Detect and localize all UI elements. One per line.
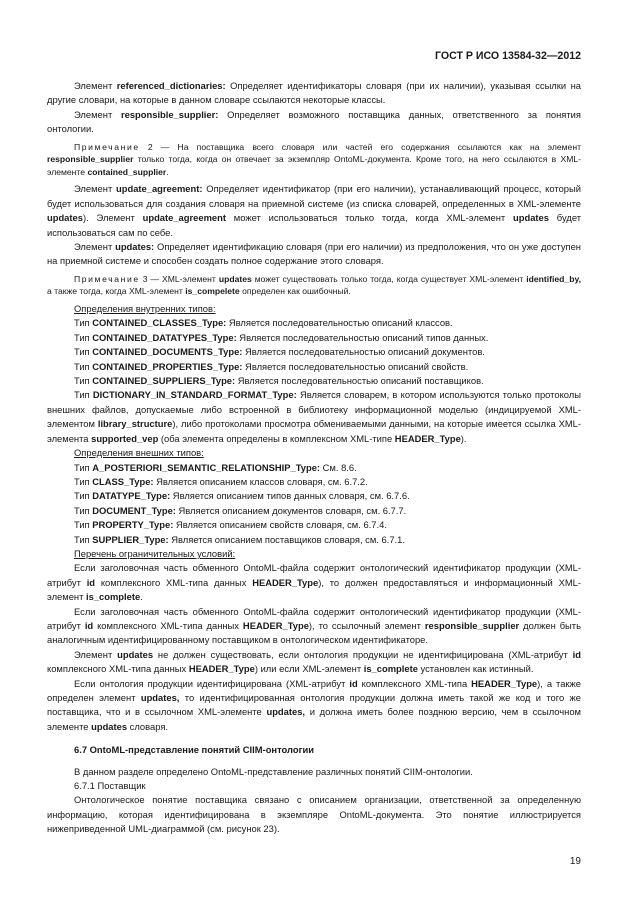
paragraph-responsible-supplier: Элемент responsible_supplier: Определяет возможного поставщика данных, ответственного за понятия онтологии. xyxy=(47,108,581,135)
list-item: Тип CONTAINED_SUPPLIERS_Type: Является последовательностью описаний поставщиков. xyxy=(74,375,484,387)
internal-types-heading: Определения внутренних типов: xyxy=(74,303,216,315)
running-header: ГОСТ Р ИСО 13584-32—2012 xyxy=(434,50,581,62)
list-item: Тип CONTAINED_PROPERTIES_Type: Является последовательностью описаний свойств. xyxy=(74,360,469,372)
list-item: Тип DATATYPE_Type: Является описанием типов данных словаря, см. 6.7.6. xyxy=(74,490,410,502)
constraints-heading: Перечень ограничительных условий: xyxy=(74,547,236,559)
subsection-heading: 6.7.1 Поставщик xyxy=(74,780,146,792)
paragraph-updates: Элемент updates: Определяет идентификацию словаря (при его наличии) из предположения, что он уже доступен на приемной системе и способен создать полное содержание этого словаря. xyxy=(47,241,581,267)
note-2: Примечание 2 — На поставщика всего словаря или частей его содержания ссылаются как на элемент responsible_supplier только тогда, когда он отвечает за экземпляр OntoML-документа. Кроме того, на него ссылаются в XML-элементе contained_supplier. xyxy=(47,141,581,177)
page-content xyxy=(47,79,581,837)
page-number: 19 xyxy=(569,856,581,867)
list-item: Тип SUPPLIER_Type: Является описанием поставщиков словаря, см. 6.7.1. xyxy=(74,533,405,545)
paragraph-update-agreement: Элемент update_agreement: Определяет идентификатор (при его наличии), устанавливающий процесс, который будет использоваться для создания словаря на приемной системе (из списка словарей, определенных в XML-элементе updates). Элемент update_agreement может использоваться только тогда, когда XML-элемент updates будет использоваться сам по себе. xyxy=(47,183,582,238)
section-intro: В данном разделе определено OntoML-представление различных понятий CIIM-онтологии. xyxy=(74,765,473,777)
list-item: Тип DOCUMENT_Type: Является описанием документов словаря, см. 6.7.7. xyxy=(74,504,407,516)
constraint-1: Если заголовочная часть обменного OntoML-файла содержит онтологический идентификатор продукции (XML-атрибут id комплексного XML-типа данных HEADER_Type), то должен предоставляться и информационный XML-элемент is_complete. xyxy=(47,562,581,603)
constraint-4: Если онтология продукции идентифицирована (XML-атрибут id комплексного XML-типа HEADER_Type), а также определен элемент updates, то идентифицированная онтология продукции должна иметь такой же код и того же поставщика, что и в ссылочном XML-элементе updates, и должна иметь более позднюю версию, чем в ссылочном элементе updates словаря. xyxy=(47,677,582,732)
section-heading: 6.7 OntoML-представление понятий CIIM-онтологии xyxy=(74,744,315,756)
constraint-3: Элемент updates не должен существовать, если онтология продукции не идентифицирована (XML-атрибут id комплексного XML-типа данных HEADER_Type) или если XML-элемент is_complete установлен как истинный. xyxy=(47,648,581,675)
internal-types-list xyxy=(47,302,581,388)
list-item: Тип PROPERTY_Type: Является описанием свойств словаря, см. 6.7.4. xyxy=(74,519,387,531)
external-types-list xyxy=(47,446,581,561)
list-item: Тип A_POSTERIORI_SEMANTIC_RELATIONSHIP_Type: См. 8.6. xyxy=(74,461,357,473)
paragraph-supplier-concept: Онтологическое понятие поставщика связано с описанием организации, ответственной за определенную информацию, которая идентифицирована в экземпляре OntoML-документа. Это понятие иллюстрируется нижеприведенной UML-диаграммой (см. рисунок 23). xyxy=(47,794,581,835)
paragraph-referenced-dictionaries: Элемент referenced_dictionaries: Определяет идентификаторы словаря (при их наличии), указывая ссылки на другие словари, на которые в данном словаре ссылаются некоторые классы. xyxy=(47,80,581,106)
list-item: Тип CLASS_Type: Является описанием классов словаря, см. 6.7.2. xyxy=(74,475,368,487)
list-item: Тип CONTAINED_DATATYPES_Type: Является последовательностью описаний типов данных. xyxy=(74,331,489,343)
constraint-2: Если заголовочная часть обменного OntoML-файла содержит онтологический идентификатор продукции (XML-атрибут id комплексного XML-типа данных HEADER_Type), то ссылочный элемент responsible_supplier должен быть аналогичным идентифицированному поставщиком в онтологическом идентификаторе. xyxy=(47,605,581,646)
external-types-heading: Определения внешних типов: xyxy=(74,447,204,459)
list-item: Тип CONTAINED_CLASSES_Type: Является последовательностью описаний классов. xyxy=(74,317,453,329)
list-item: Тип CONTAINED_DOCUMENTS_Type: Является последовательностью описаний документов. xyxy=(74,346,485,358)
paragraph-dictionary-standard-format: Тип DICTIONARY_IN_STANDARD_FORMAT_Type: Является словарем, в котором используются только протоколы внешних файлов, допускаемые либо встроенной в библиотеку информационной моделью (индицируемой XML-элементом library_structure), либо протоколами просмотра обмениваемыми данными, на которые имеется ссылка XML-элемента supported_vep (оба элемента определены в комплексном XML-типе HEADER_Type). xyxy=(47,389,581,444)
note-3: Примечание 3 — XML-элемент updates может существовать только тогда, когда существует XML-элемент identified_by, а также тогда, когда XML-элемент is_compelete определен как ошибочный. xyxy=(47,273,581,297)
